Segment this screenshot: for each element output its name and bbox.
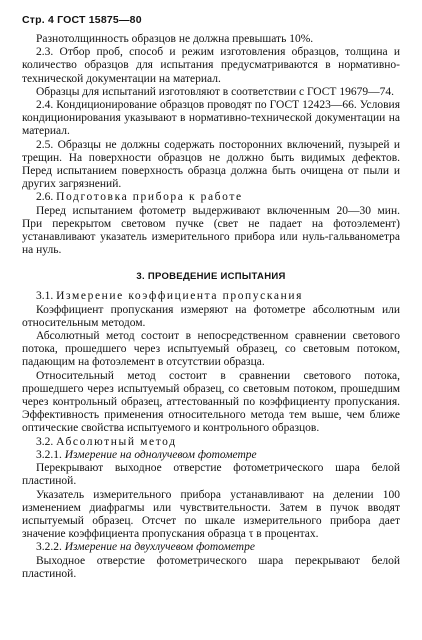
heading-italic-text: Измерение на однолучевом фотометре	[64, 448, 257, 461]
heading-number: 3.2.2.	[36, 541, 62, 554]
heading-number: 3.2.	[36, 435, 54, 448]
page-header: Стр. 4 ГОСТ 15875—80	[22, 14, 142, 26]
heading-3-2	[22, 436, 400, 449]
paragraph-2-3: 2.3. Отбор проб, способ и режим изготовления образцов, толщина и количество образцов для испытания предусматриваются в нормативно-технической документации на материал.	[22, 46, 400, 85]
paragraph-2-5: 2.5. Образцы не должны содержать посторонних включений, пузырей и трещин. На поверхности образцов не должно быть видимых дефектов. Перед испытанием поверхность образца должна быть очищена от пыли и других загрязнений.	[22, 138, 400, 191]
paragraph-absolute-method: Абсолютный метод состоит в непосредственном сравнении светового потока, прошедшего через испытуемый образец, со световым потоком, падающим на фотоэлемент в отсутствии образца.	[22, 330, 400, 369]
heading-italic-text: Измерение на двухлучевом фотометре	[64, 541, 255, 554]
paragraph-photometer-prep: Перед испытанием фотометр выдерживают включенным 20—30 мин. При перекрытом световом пучке (свет не падает на фотоэлемент) устанавливают указатель измерительного прибора или нуль-гальванометра на нуль.	[22, 204, 400, 257]
paragraph-output-aperture: Выходное отверстие фотометрического шара перекрывают белой пластиной.	[22, 554, 400, 580]
paragraph-thickness: Разнотолщинность образцов не должна превышать 10%.	[36, 33, 314, 45]
heading-number: 3.2.1.	[36, 448, 62, 461]
heading-3-1	[22, 290, 400, 303]
section-title: 3. ПРОВЕДЕНИЕ ИСПЫТАНИЯ	[136, 271, 286, 283]
paragraph-relative-method: Относительный метод состоит в сравнении светового потока, прошедшего через испытуемый образец, со световым потоком, прошедшим через контрольный образец, аттестованный по коэффициенту пропускания. Эффективность применения относительного метода тем выше, чем ближе оптические свойства испытуемого и контрольного образцов.	[22, 369, 400, 435]
paragraph-samples: Образцы для испытаний изготовляют в соответствии с ГОСТ 19679—74.	[36, 85, 394, 98]
heading-spaced-text: Подготовка прибора к работе	[56, 191, 243, 204]
paragraph-indicator: Указатель измерительного прибора устанавливают на делении 100 изменением диафрагмы или чувствительности. Затем в пучок вводят испытуемый образец. Отсчет по шкале измерительного прибора дает значение коэффициента пропускания образца τ в процентах.	[22, 488, 400, 541]
heading-spaced-text: Абсолютный метод	[56, 435, 177, 448]
heading-number: 2.6.	[36, 191, 54, 204]
heading-spaced-text: Измерение коэффициента пропускания	[56, 290, 303, 303]
heading-3-2-2	[22, 541, 400, 554]
paragraph-close-aperture: Перекрывают выходное отверстие фотометрического шара белой пластиной.	[22, 462, 400, 488]
paragraph-transmission: Коэффициент пропускания измеряют на фотометре абсолютным или относительным методом.	[22, 303, 400, 329]
heading-2-6	[22, 191, 400, 204]
paragraph-2-4: 2.4. Кондиционирование образцов проводят по ГОСТ 12423—66. Условия кондиционирования указывают в нормативно-технической документации на материал.	[22, 99, 400, 138]
heading-number: 3.1.	[36, 290, 54, 303]
heading-3-2-1	[22, 449, 400, 462]
